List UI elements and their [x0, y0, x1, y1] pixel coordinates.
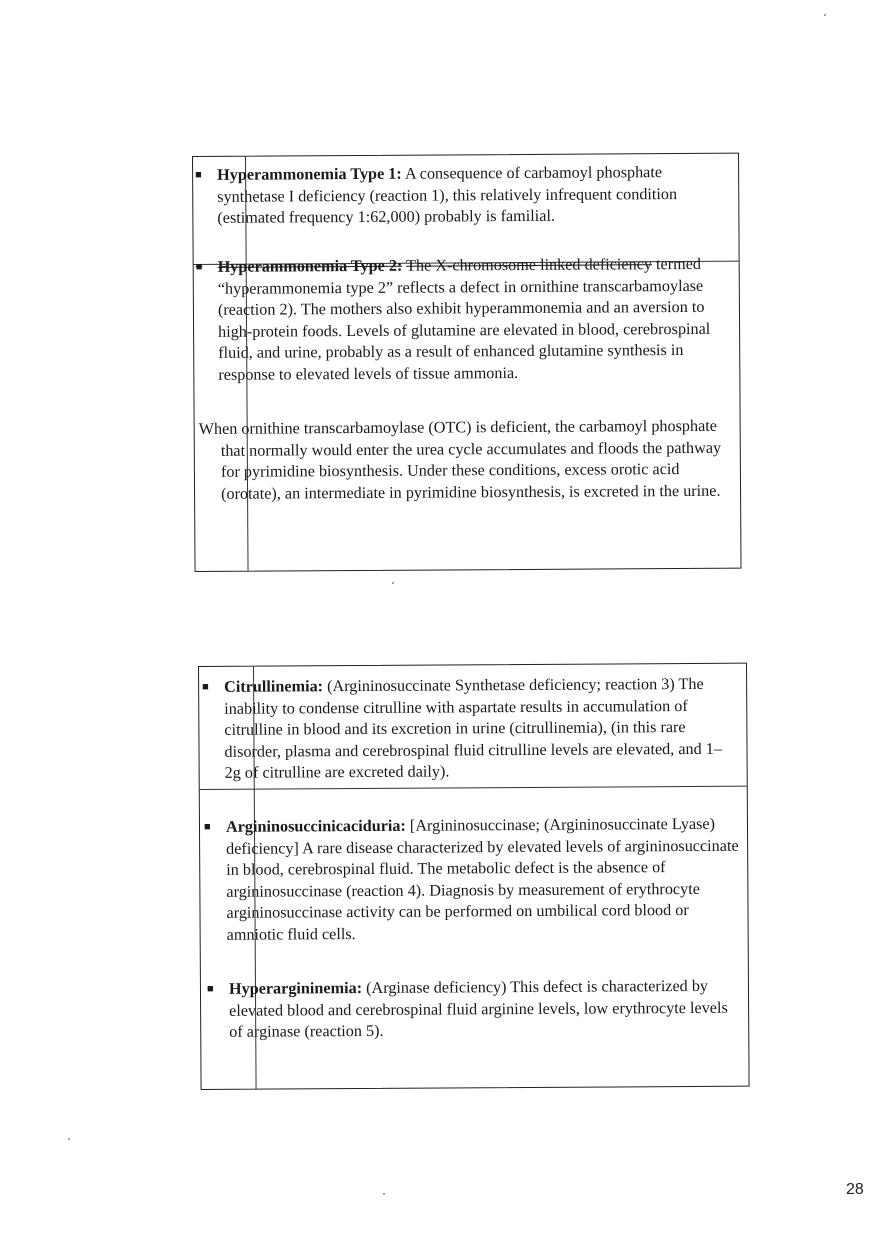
slide-2-item-argininosuccinicaciduria [204, 814, 740, 947]
bullet-icon: ■ [206, 982, 214, 995]
bullet-icon: ■ [195, 260, 203, 273]
text-hyperammonemia-type-1: A consequence of carbamoyl phosphate synthetase I deficiency (reaction 1), this relatively infrequent condition (estimated frequency 1:62,000) probably is familial. [217, 163, 678, 228]
text-hyperargininemia: (Arginase deficiency) This defect is characterized by elevated blood and cerebrospinal fluid arginine levels, low erythrocyte levels of arginase (reaction 5). [229, 976, 728, 1042]
slide-2-item-hyperargininemia [207, 976, 742, 1044]
struck-text-hyperammonemia-type-2: The X-chromosome linked deficiency [406, 255, 653, 275]
slide-1-item-hyperammonemia-type-1 [195, 162, 725, 230]
text-citrullinemia: (Argininosuccinate Synthetase deficiency; reaction 3) The inability to condense citrulline with aspartate results in accumulation of citrulline in blood and its excretion in urine (citrullinemia), (in this rare disorder, plasma and cerebrospinal fluid citrulline levels are elevated, and 1–2g of citrulline are excreted daily). [224, 674, 722, 783]
bullet-icon: ■ [202, 680, 209, 693]
slide-2-item-citrullinemia [202, 674, 738, 785]
term-hyperammonemia-type-1: Hyperammonemia Type 1: [217, 164, 402, 184]
scan-speck [392, 582, 394, 584]
otc-paragraph-text: When ornithine transcarbamoylase (OTC) is deficient, the carbamoyl phosphate that normally would enter the urea cycle accumulates and floods the pathway for pyrimidine biosynthesis. Under these conditions, excess orotic acid (orotate), an intermediate in pyrimidine biosynthesis, is excreted in the urine. [198, 416, 722, 503]
slide-1-box [192, 153, 742, 572]
term-argininosuccinicaciduria: Argininosuccinicaciduria: [225, 816, 406, 836]
slide-2-box [198, 663, 750, 1090]
bullet-icon: ■ [195, 168, 202, 181]
page-number: 28 [846, 1181, 864, 1198]
text-argininosuccinicaciduria: [Argininosuccinase; (Argininosuccinate Lyase) deficiency] A rare disease characterized by elevated levels of argininosuccinate in blood, cerebrospinal fluid. The metabolic defect is the absence of argininosuccinase (reaction 4). Diagnosis by measurement of erythrocyte argininosuccinase activity can be performed on umbilical cord blood or amniotic fluid cells. [226, 814, 739, 944]
text-hyperammonemia-type-2: termed “hyperammonemia type 2” reflects a defect in ornithine transcarbamoylase (reaction 2). The mothers also exhibit hyperammonemia and an aversion to high-protein foods. Levels of glutamine are elevated in blood, cerebrospinal fluid, and urine, probably as a result of enhanced glutamine synthesis in response to elevated levels of tissue ammonia. [217, 254, 711, 384]
slide-2-horizontal-rule [200, 786, 747, 790]
slide-1-item-hyperammonemia-type-2 [196, 254, 727, 387]
scan-speck [824, 14, 826, 16]
slide-1-otc-paragraph [199, 416, 730, 506]
term-hyperargininemia: Hyperargininemia: [228, 979, 363, 998]
scan-speck [68, 1138, 70, 1140]
scan-speck [383, 1193, 385, 1195]
term-citrullinemia: Citrullinemia: [224, 677, 324, 696]
term-hyperammonemia-type-2: Hyperammonemia Type 2: [217, 256, 403, 276]
bullet-icon: ■ [203, 820, 211, 833]
